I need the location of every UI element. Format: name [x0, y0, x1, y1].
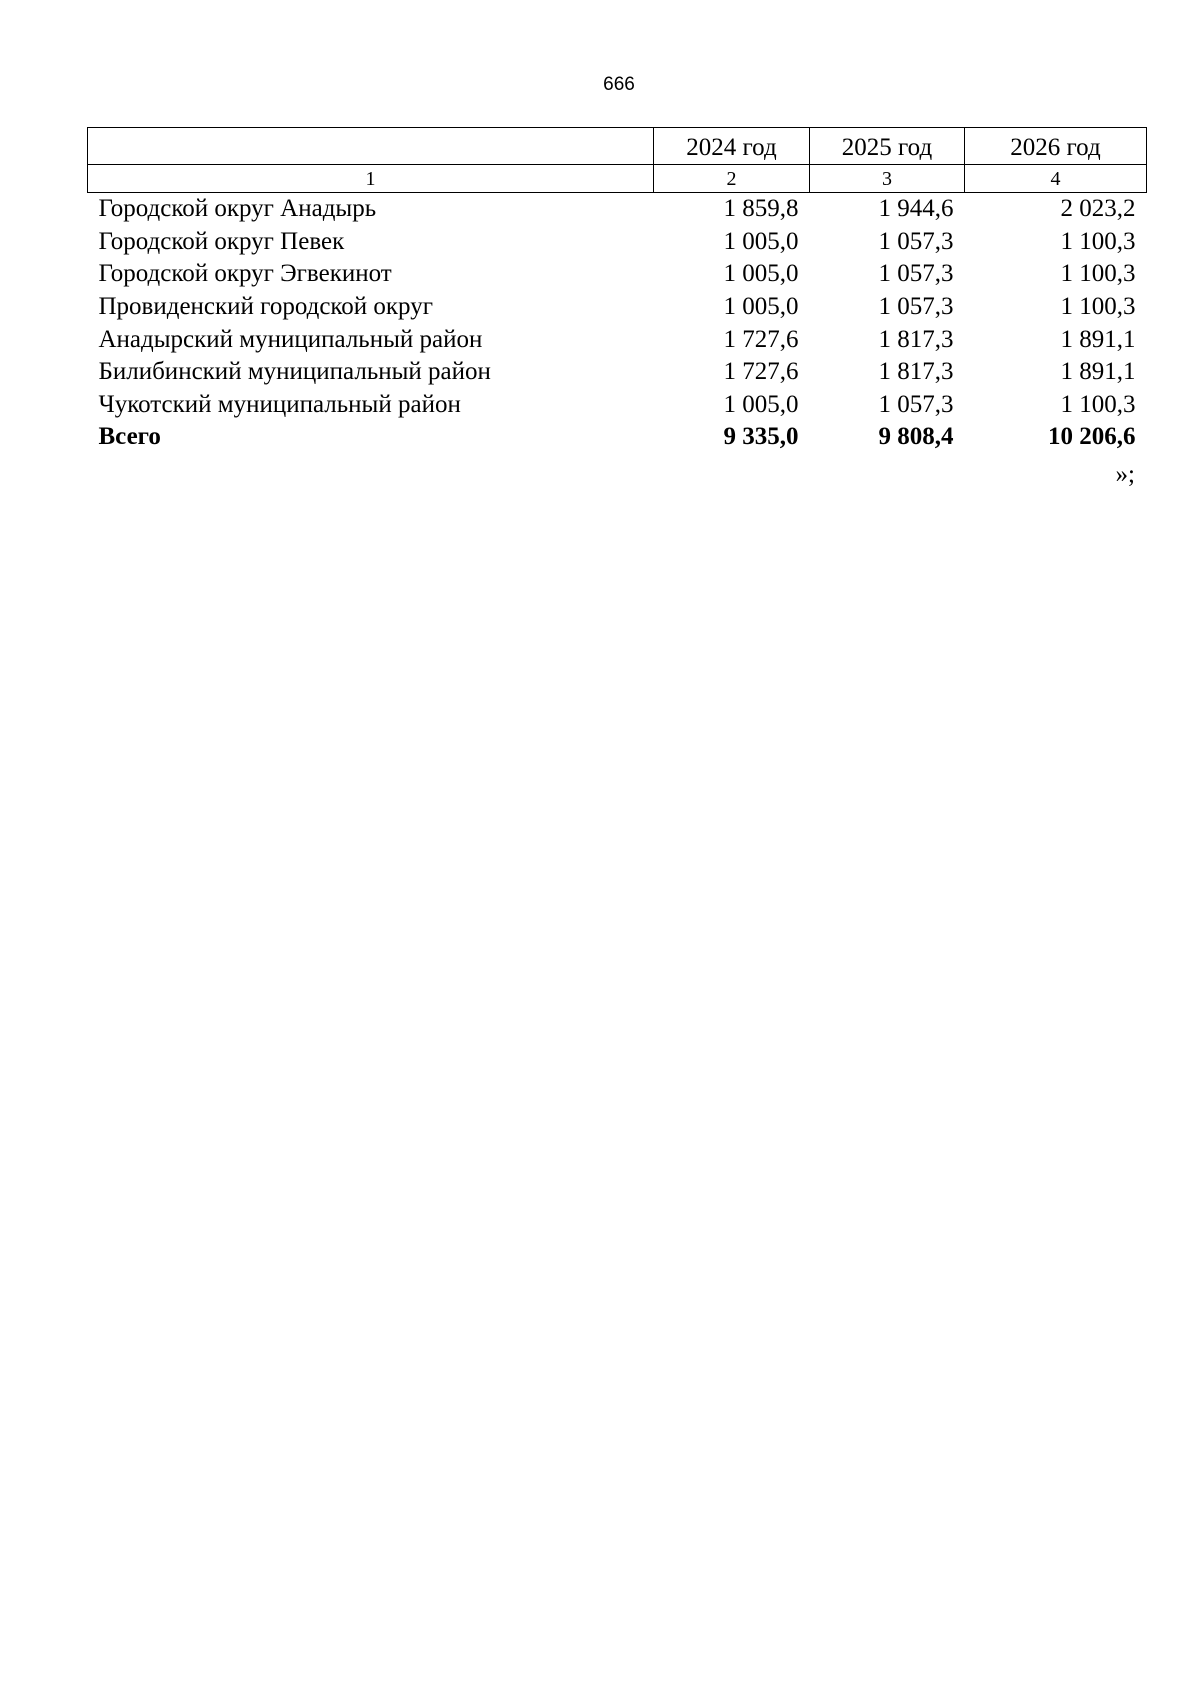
value-2024: 1 727,6 [723, 325, 799, 353]
value-2024: 1 859,8 [723, 195, 799, 223]
table-row [88, 389, 1147, 422]
total-2024: 9 335,0 [723, 423, 799, 451]
table-row [88, 356, 1147, 389]
value-2024: 1 005,0 [723, 260, 799, 288]
table-row [88, 226, 1147, 259]
municipality-name: Городской округ Анадырь [98, 195, 377, 223]
value-2025: 1 057,3 [878, 260, 954, 288]
value-2025: 1 944,6 [878, 195, 954, 223]
value-2025: 1 817,3 [878, 358, 954, 386]
total-row [88, 421, 1147, 454]
header-cell-2025: 2025 год [810, 128, 965, 165]
value-2025: 1 817,3 [878, 325, 954, 353]
value-2026: 1 100,3 [1060, 390, 1136, 418]
column-number: 4 [965, 165, 1147, 193]
municipality-name: Билибинский муниципальный район [98, 358, 491, 386]
page-number: 666 [603, 74, 635, 95]
total-label: Всего [98, 423, 161, 451]
budget-table [87, 127, 1147, 454]
closing-quote-mark: »; [1115, 461, 1135, 488]
total-2026: 10 206,6 [1048, 423, 1136, 451]
header-cell-name [88, 128, 654, 165]
header-row [88, 128, 1147, 165]
municipality-name: Провиденский городской округ [98, 293, 433, 321]
value-2026: 1 891,1 [1060, 325, 1136, 353]
header-cell-2026: 2026 год [965, 128, 1147, 165]
value-2024: 1 005,0 [723, 293, 799, 321]
value-2026: 1 100,3 [1060, 260, 1136, 288]
column-number: 1 [88, 165, 654, 193]
value-2024: 1 727,6 [723, 358, 799, 386]
value-2025: 1 057,3 [878, 293, 954, 321]
value-2024: 1 005,0 [723, 227, 799, 255]
header-cell-2024: 2024 год [654, 128, 810, 165]
value-2026: 1 100,3 [1060, 293, 1136, 321]
column-number: 3 [810, 165, 965, 193]
value-2026: 1 100,3 [1060, 227, 1136, 255]
value-2025: 1 057,3 [878, 227, 954, 255]
value-2026: 1 891,1 [1060, 358, 1136, 386]
column-number: 2 [654, 165, 810, 193]
value-2026: 2 023,2 [1060, 195, 1136, 223]
municipality-name: Анадырский муниципальный район [98, 325, 483, 353]
table-row [88, 291, 1147, 324]
table-row [88, 323, 1147, 356]
table-row [88, 193, 1147, 226]
value-2024: 1 005,0 [723, 390, 799, 418]
municipality-name: Городской округ Певек [98, 227, 345, 255]
municipality-name: Чукотский муниципальный район [98, 390, 461, 418]
value-2025: 1 057,3 [878, 390, 954, 418]
total-2025: 9 808,4 [878, 423, 954, 451]
municipality-name: Городской округ Эгвекинот [98, 260, 392, 288]
table-row [88, 258, 1147, 291]
column-number-row [88, 165, 1147, 193]
